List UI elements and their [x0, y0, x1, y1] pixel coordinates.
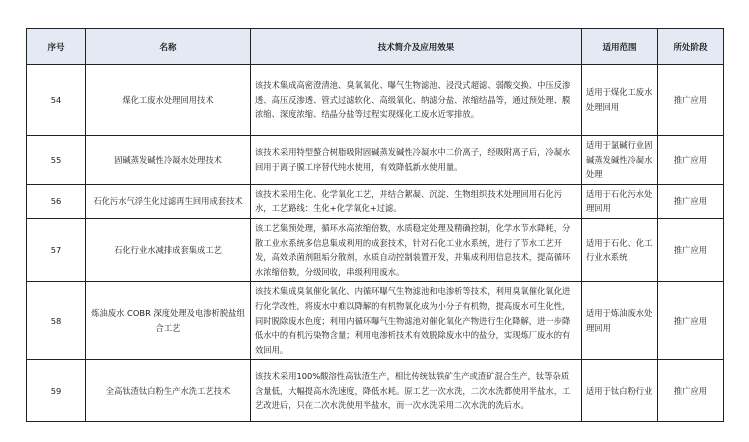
row-scope: 适用于炼油废水处理回用 [582, 282, 658, 360]
row-name: 煤化工废水处理回用技术 [86, 65, 251, 136]
row-scope: 适用于石化、化工行业水系统 [582, 218, 658, 281]
table-row [27, 136, 724, 185]
tech-table [26, 28, 724, 422]
row-name: 石化污水气浮生化过滤再生回用成套技术 [86, 184, 251, 218]
table-row [27, 65, 724, 136]
row-scope: 适用于煤化工废水处理回用 [582, 65, 658, 136]
row-desc: 该技术集成高密澄清池、臭氧氧化、曝气生物滤池、浸没式超滤、弱酸交换、中压反渗透、高压反渗透、管式过滤软化、高级氧化、纳滤分盐、浓缩结晶等，通过预处理、膜浓缩、深度浓缩、结晶分盐等过程实现煤化工废水近零排放。 [251, 65, 582, 136]
row-no: 57 [27, 218, 86, 281]
row-desc: 该技术采用特型螯合树脂吸附固碱蒸发碱性冷凝水中二价离子，经吸附离子后，冷凝水回用于离子膜工序替代纯水使用，有效降低新水使用量。 [251, 136, 582, 185]
row-no: 56 [27, 184, 86, 218]
row-stage: 推广应用 [658, 65, 724, 136]
row-desc: 该技术采用100%酸溶性高钛渣生产，相比传统钛铁矿生产或渣矿混合生产，钛等杂质含量低，大幅提高水洗速度，降低水耗。原工艺一次水洗，二次水洗都使用半盐水，工艺改进后，只在二次水洗使用半盐水，而一次水洗采用二次水洗的洗后水。 [251, 360, 582, 422]
row-stage: 推广应用 [658, 282, 724, 360]
row-no: 59 [27, 360, 86, 422]
row-no: 55 [27, 136, 86, 185]
table-header-row [27, 29, 724, 65]
table-row [27, 218, 724, 281]
header-desc: 技术简介及应用效果 [251, 29, 582, 65]
header-stage: 所处阶段 [658, 29, 724, 65]
tech-table-container [26, 28, 723, 422]
row-desc: 该技术集成臭氧催化氧化、内循环曝气生物滤池和电渗析等技术，利用臭氧催化氧化进行化学改性，将废水中难以降解的有机物氧化成为小分子有机物，提高废水可生化性，同时脱除废水色度；利用内循环曝气生物滤池对催化氧化产物进行生化降解，进一步降低水中的有机污染物含量；利用电渗析技术有效脱除废水中的盐分，实现炼厂废水的有效回用。 [251, 282, 582, 360]
row-name: 炼油废水 COBR 深度处理及电渗析脱盐组合工艺 [86, 282, 251, 360]
header-no: 序号 [27, 29, 86, 65]
row-stage: 推广应用 [658, 184, 724, 218]
row-stage: 推广应用 [658, 218, 724, 281]
header-name: 名称 [86, 29, 251, 65]
header-scope: 适用范围 [582, 29, 658, 65]
row-no: 58 [27, 282, 86, 360]
row-no: 54 [27, 65, 86, 136]
row-desc: 该技术采用生化、化学氧化工艺，并结合絮凝、沉淀、生物组织技术处理回用石化污水，工艺路线：生化+化学氧化+过滤。 [251, 184, 582, 218]
table-row [27, 282, 724, 360]
row-desc: 该工艺集预处理，循环水高浓缩倍数，水质稳定处理及精确控制，化学水节水降耗，分散工业水系统多信息集成利用的成套技术，针对石化工业水系统，进行了节水工艺开发，高效杀菌剂阻垢分散剂，水质自动控制装置开发，并集成利用信息技术，提高循环水浓缩倍数，分级回收，串级利用废水。 [251, 218, 582, 281]
row-stage: 推广应用 [658, 136, 724, 185]
row-stage: 推广应用 [658, 360, 724, 422]
row-name: 石化行业水减排成套集成工艺 [86, 218, 251, 281]
row-scope: 适用于石化污水处理回用 [582, 184, 658, 218]
table-row [27, 360, 724, 422]
row-scope: 适用于氯碱行业固碱蒸发碱性冷凝水处理 [582, 136, 658, 185]
row-name: 全高钛渣钛白粉生产水洗工艺技术 [86, 360, 251, 422]
row-scope: 适用于钛白粉行业 [582, 360, 658, 422]
row-name: 固碱蒸发碱性冷凝水处理技术 [86, 136, 251, 185]
table-row [27, 184, 724, 218]
